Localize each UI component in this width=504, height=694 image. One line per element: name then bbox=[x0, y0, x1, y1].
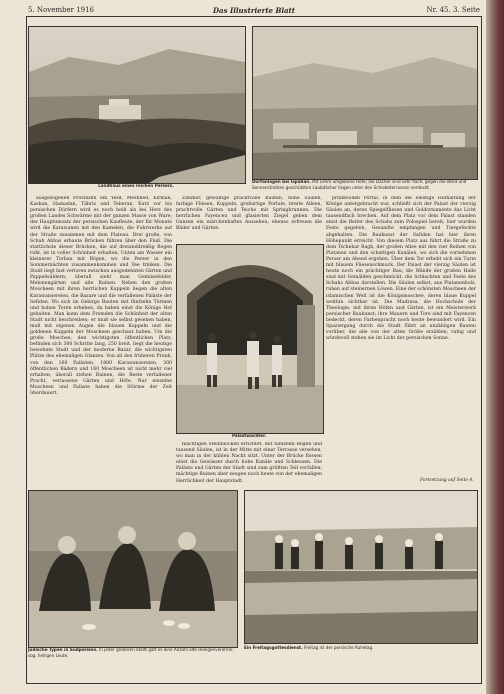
caption-friday-service: Ein Freitagsgottesdienst. Freitag ist der persische Ruhetag. bbox=[244, 646, 374, 651]
caption-village-ispahan: Dorfanlagen bei Ispahan. Mit Lehm umgebene Höfe; die Dächer sind sehr flach, gegen die Wind und Sonnenstrahlen geschützten Laubdächer liegen unter den Schiebeterrassen verdeckt. bbox=[252, 180, 467, 191]
photo-village-ispahan bbox=[252, 26, 478, 180]
continued-note: Fortsetzung auf Seite 4. bbox=[420, 478, 474, 483]
article-column-3: prunkvollen Portal, in dem die einstige Hofhaltung der Könige untergebracht war, schließt sich der Palast der vierzig Säulen an, deren Spiegelfliesen und Goldornamente das Licht tausendfach brechen. Auf dem Platz vor dem Palast standen einst die Reiter des Schahs zum Polospiel bereit; hier wurden Feste gegeben, Gesandte empfangen und Tiergefechte abgehalten. Die Baukunst der Safiden hat hier ihren Höhepunkt erreicht. Von diesem Platz aus führt die Straße zu dem Tschehar Bagh, der großen Allee mit den vier Reihen von Platanen und den schattigen Kanälen, wo sich die vornehmen Perser am Abend ergehen. Über dem Tor erhebt sich ein Turm mit blauem Fliesenschmuck. Der Palast der vierzig Säulen ist heute noch ein prächtiger Bau; die Wände der großen Halle sind mit Gemälden geschmückt, die Schlachten und Feste des Schahs Abbas darstellen. Die Säulen selbst, aus Platanenholz, ruhen auf steinernen Löwen. Eine der schönsten Moscheen der islamischen Welt ist die Königsmoschee, deren blaue Kuppel weithin sichtbar ist. Die Madrasa, die Hochschule der Theologie, mit ihren Höfen und Gärten, ist ein Meisterwerk persischer Baukunst; ihre Mauern und Tore sind mit Fayencen bedeckt, deren Farbenpracht noch heute bewundert wird. Ein Spaziergang durch die Stadt führt an unzähligen Bauten vorüber, die alle von der alten Größe erzählen; ruhig und würdevoll stehen sie im Licht der persischen Sonne. bbox=[326, 196, 476, 342]
magazine-title: Das Illustrierte Blatt bbox=[212, 6, 296, 15]
photo-jewish-types bbox=[28, 490, 238, 648]
page-header bbox=[28, 4, 480, 16]
frame-right bbox=[481, 16, 482, 684]
header-rule bbox=[26, 16, 482, 17]
frame-left bbox=[26, 16, 27, 684]
photo-friday-service bbox=[244, 490, 478, 644]
village-image bbox=[253, 27, 477, 179]
photo-country-house bbox=[28, 26, 246, 184]
caption-country-house: Landhaus eines reichen Persers. bbox=[98, 184, 174, 189]
palace-guards-image bbox=[177, 245, 323, 433]
country-house-image bbox=[29, 27, 245, 183]
frame-bottom bbox=[26, 683, 482, 684]
article-column-2-bottom: mächtigen Steinblöcken errichtet, mit fünfzehn Bogen und tausend Säulen, ist in der Mitte mit einer Terrasse versehen, wo man in der kühlen Nacht sitzt. Unter der Brücke flossen einst die Gewässer durch hohe Kanäle und Schleusen. Die Paläste und Gärten der Stadt sind zum größten Teil verfallen; mächtige Ruinen aber zeugen noch heute von der ehemaligen Herrlichkeit der Hauptstadt. bbox=[176, 442, 322, 484]
jewish-types-image bbox=[29, 491, 237, 647]
article-column-1: ausgezogenen Provinzen um Yezd, Meshhed, Kirman, Kashan, Hamadan, Täbris und Teheran. Kurz vor bis persischen Dörfern wird es noch heiß als bei Herz des großen Landes Schwärme mit der ganzen Masse von Ware; der Hauptumsatz der persischen Kaufleute, der für Monate wird die Karawanen mit den Kamelen, die Fuhrwerke auf der Straße zusammen mit dem Plateau. Drei große, von Schah Abbas erbaute Brücken führen über den Fluß. Die stattlichste dieser Brücken, die auf dreiunddreißig Bogen ruht, ist in voller Schönheit erhalten. Unten am Wasser ein kleinerer Torbau mit Bögen, wo die Perser in den Sommernächten zusammenkommen und Tee trinken. Die Stadt liegt fast verloren zwischen ausgedehnten Gärten und Pappelwäldern; überall sieht man Gemüsefelder, Melonengärten und alte Ruinen. Neben den großen Moscheen mit ihren herrlichen Kuppeln liegen die alten Karawansereien, die Bazare und die verfallenen Paläste der Sefiden. Wo sich im Gebirge Bauten mit fünfzehn Türmen und hohen Toren erheben, da haben einst die Könige Hof gehalten. Man kann dem Fremden die Schönheit der alten Stadt nicht beschreiben; er muß sie selbst gesehen haben, muß mit eigenen Augen die blauen Kuppeln und die goldenen Kuppeln der Moscheen geschaut haben. Um die große Moschee, den wichtigsten öffentlichen Platz, befinden sich 300 Schritte lang, 250 breit, liegt die heutige bewohnte Stadt und der moderne Bazar, die wichtigsten Plätze des ehemaligen Glanzes. Von all den früheren Prunk, von den 160 Palästen, 1800 Karawansereien, 300 öffentlichen Bädern und 160 Moscheen ist nicht mehr viel erhalten; überall stehen Ruinen, die Reste verfallener Pracht, verlassene Gärten und Höfe. Nur einzelne Moscheen und Paläste haben die Stürme der Zeit überdauert. bbox=[30, 196, 172, 396]
photo-palace-guards bbox=[176, 244, 324, 434]
caption-palace-guards: Palastwächter. bbox=[231, 434, 267, 439]
article-column-2-top: Zimmer, gewaltige prachtvolle Bauten, hohe Säulen, farbige Fliesen, Kuppeln, großartige Portale, breite Alleen, prachtvolle Gärten und Teiche mit Springbrunnen. Die herrlichen Fayencen und glasierten Ziegel geben dem Ganzen ein märchenhaftes Aussehen; ebenso erfreuen die Bäder und Gärten. bbox=[176, 196, 322, 232]
issue-number: Nr. 45. 3. Seite bbox=[426, 6, 480, 14]
caption-jewish-types: Jüdische Typen in Südpersien. In jeder größeren Stadt gibt es eine Anzahl alte Heiligenverehrer, sog. heiligen Leute. bbox=[28, 648, 235, 659]
friday-service-image bbox=[245, 491, 477, 643]
book-binding bbox=[486, 0, 504, 694]
issue-date: 5. November 1916 bbox=[28, 6, 94, 14]
